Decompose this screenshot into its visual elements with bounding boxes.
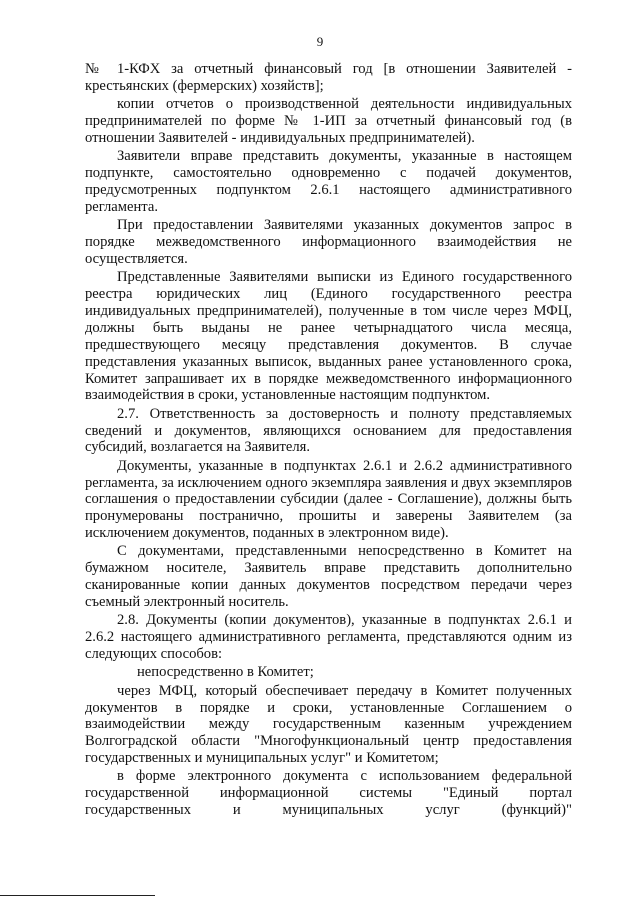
paragraph: непосредственно в Комитет; <box>137 664 314 681</box>
paragraph: С документами, представленными непосредственно в Комитет на бумажном носителе, Заявитель вправе представить дополнительно сканированные копии данных документов посредством передачи через съемный электронный носитель. <box>85 543 572 611</box>
paragraph: Документы, указанные в подпунктах 2.6.1 и 2.6.2 административного регламента, за исключением одного экземпляра заявления и двух экземпляров соглашения о предоставлении субсидии (далее - Соглашение), должны быть пронумерованы постранично, прошиты и заверены Заявителем (за исключением документов, поданных в электронном виде). <box>85 457 573 542</box>
paragraph: через МФЦ, который обеспечивает передачу в Комитет полученных документов в порядке и сроки, установленные Соглашением о взаимодействии между государственным казенным учреждением Волгоградской области "Многофункциональный центр предоставления государственных и муниципальных услуг" и Комитетом; <box>85 682 572 767</box>
paragraph: Представленные Заявителями выписки из Единого государственного реестра юридических лиц (Единого государственного реестра индивидуальных предпринимателей), полученные в том числе через МФЦ, должны быть выданы не ранее четырнадцатого числа месяца, предшествующего месяцу представления документов. В случае представления указанных выписок, выданных ранее установленного срока, Комитет запрашивает их в порядке межведомственного информационного взаимодействия в сроки, установленные настоящим подпунктом. <box>85 269 572 404</box>
paragraph: в форме электронного документа с использованием федеральной государственной информационной системы "Единый портал государственных и муниципальных услуг (функций)" <box>85 768 572 819</box>
paragraph: Заявители вправе представить документы, указанные в настоящем подпункте, самостоятельно одновременно с подачей документов, предусмотренных подпунктом 2.6.1 настоящего административного регламента. <box>85 148 572 215</box>
page-number: 9 <box>316 34 324 49</box>
document-body <box>85 61 572 820</box>
paragraph: 2.7. Ответственность за достоверность и полноту представляемых сведений и документов, являющихся основанием для предоставления субсидий, возлагается на Заявителя. <box>85 405 572 456</box>
paragraph: копии отчетов о производственной деятельности индивидуальных предпринимателей по форме № 1-ИП за отчетный финансовый год (в отношении Заявителей - индивидуальных предпринимателей). <box>85 96 572 146</box>
paragraph: При предоставлении Заявителями указанных документов запрос в порядке межведомственного информационного взаимодействия не осуществляется. <box>85 217 572 267</box>
footnote-separator-line <box>0 895 155 896</box>
paragraph: 2.8. Документы (копии документов), указанные в подпунктах 2.6.1 и 2.6.2 настоящего административного регламента, представляются одним из следующих способов: <box>85 612 572 663</box>
paragraph: № 1-КФХ за отчетный финансовый год [в отношении Заявителей - крестьянских (фермерских) хозяйств]; <box>85 61 572 94</box>
